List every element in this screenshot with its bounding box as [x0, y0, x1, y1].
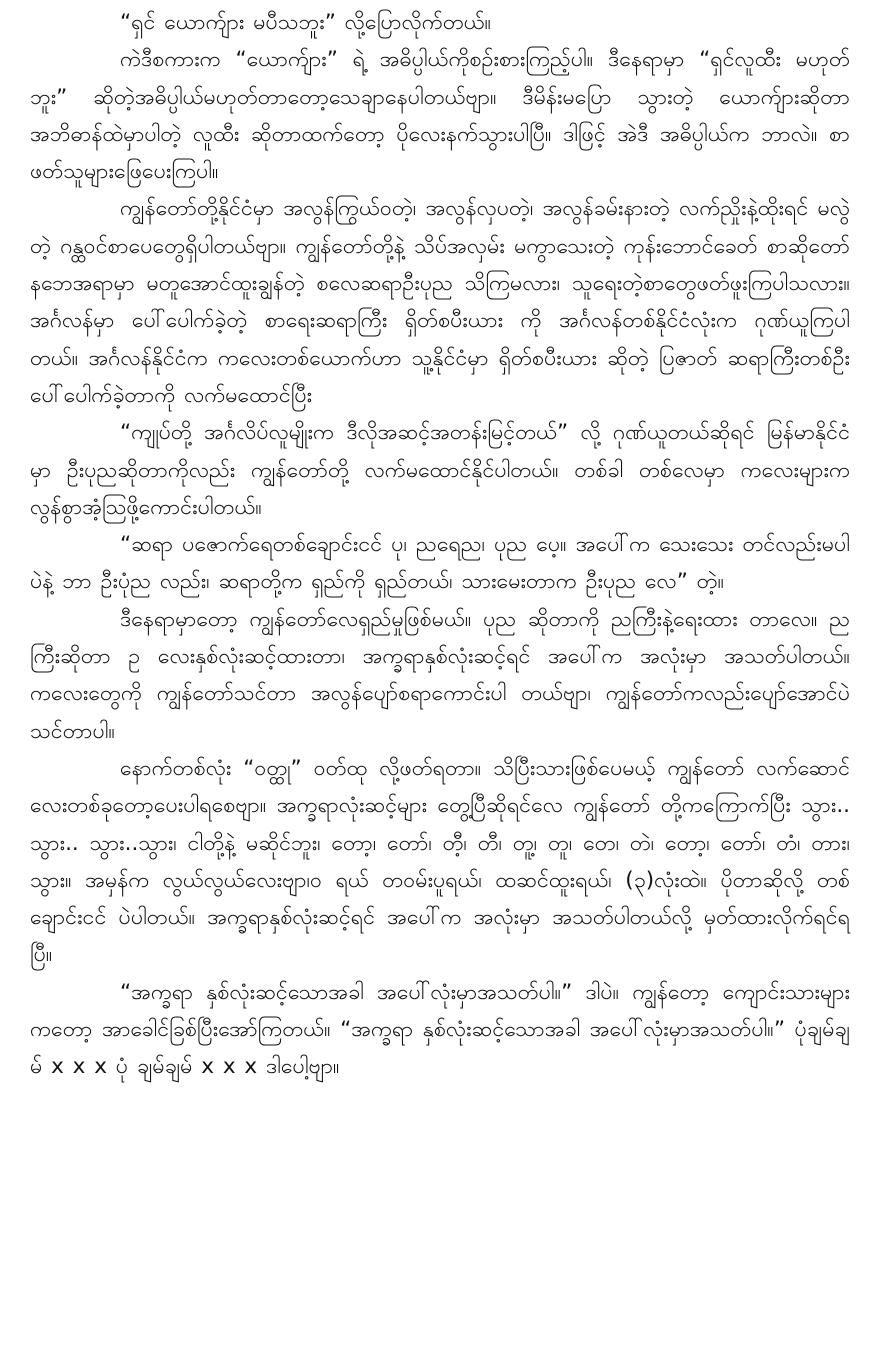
paragraph: ကဲဒီစကားက “ယောက်ျား” ရဲ့ အဓိပ္ပါယ်ကိုစဉ်းစားကြည့်ပါ။ ဒီနေရာမှာ “ရှင်လူထီး မဟုတ်ဘူး” ဆိုတဲ့အဓိပ္ပါယ်မဟုတ်တာတော့သေချာနေပါတယ်ဗျာ။ ဒီမိန်းမပြော သွားတဲ့ ယောက်ျားဆိုတာ အဘိဓာန်ထဲမှာပါတဲ့ လူထီး ဆိုတာထက်တော့ ပိုလေးနက်သွားပါပြီ။ ဒါဖြင့် အဲဒီ အဓိပ္ပါယ်က ဘာလဲ။ စာဖတ်သူများဖြေပေးကြပါ။ — [30, 47, 850, 185]
paragraph: ဒီနေရာမှာတော့ ကျွန်တော်လေရှည်မှုဖြစ်မယ်။ ပုည ဆိုတာကို ညကြီးနဲ့ရေးထား တာလေ။ ညကြီးဆိုတာ ဥ လေးနှစ်လုံးဆင့်ထားတာ၊ အက္ခရာနှစ်လုံးဆင့်ရင် အပေါ်က အလုံးမှာ အသတ်ပါတယ်။ ကလေးတွေကို ကျွန်တော်သင်တာ အလွန်ပျော်စရာကောင်းပါ တယ်ဗျာ၊ ကျွန်တော်ကလည်းပျော်အောင်ပဲသင်တာပါ။ — [30, 606, 850, 744]
paragraph: “အက္ခရာ နှစ်လုံးဆင့်သောအခါ အပေါ်လုံးမှာအသတ်ပါ။” ဒါပဲ။ ကျွန်တော့ ကျောင်းသားများကတော့ အာခေါင်ခြစ်ပြီးအော်ကြတယ်။ “အက္ခရာ နှစ်လုံးဆင့်သောအခါ အပေါ်လုံးမှာအသတ်ပါ။” ပုံချမ်ချမ် x x x ပုံ ချမ်ချမ် x x x ဒါပေါ့ဗျာ။ — [30, 979, 850, 1080]
paragraph: “ရှင် ယောက်ျား မပီသဘူး” လို့ပြောလိုက်တယ်။ — [120, 10, 492, 35]
paragraph: “ကျုပ်တို့ အင်္ဂလိပ်လူမျိုးက ဒီလိုအဆင့်အတန်းမြင့်တယ်” လို့ ဂုဏ်ယူတယ်ဆိုရင် မြန်မာနိုင်ငံမှာ ဦးပုညဆိုတာကိုလည်း ကျွန်တော်တို့ လက်မထောင်နိုင်ပါတယ်။ တစ်ခါ တစ်လေမှာ ကလေးများက လွန်စွာအံ့သြဖို့ကောင်းပါတယ်။ — [30, 420, 850, 520]
document-page — [30, 4, 850, 1360]
paragraph: “ဆရာ ပဇောက်ရေတစ်ချောင်းငင် ပု၊ ညရေည၊ ပုည ပေ့။ အပေါ်က သေးသေး တင်လည်းမပါပဲနဲ့ ဘာ ဦးပုံည လည်း၊ ဆရာတို့က ရှည်ကို ရှည်တယ်၊ သားမေးတာက ဦးပုည လေ” တဲ့။ — [30, 532, 850, 595]
paragraph: နောက်တစ်လုံး “ဝတ္ထု” ဝတ်ထု လို့ဖတ်ရတာ။ သိပြီးသားဖြစ်ပေမယ့် ကျွန်တော် လက်ဆောင်လေးတစ်ခုတော့ပေးပါရစေဗျာ။ အက္ခရာလုံးဆင့်များ တွေ့ပြီဆိုရင်လေ ကျွန်တော် တို့ကကြောက်ပြီး သွား.. သွား.. သွား..သွား၊ ငါတို့နဲ့ မဆိုင်ဘူး၊ တော့၊ တော်၊ တီ့၊ တီ၊ တူ့၊ တူ၊ တေ၊ တဲ၊ တော့၊ တော်၊ တံ၊ တား၊ သွား။ အမှန်က လွယ်လွယ်လေးဗျာ၊ဝ ရယ် တဝမ်းပူရယ်၊ ထဆင်ထူးရယ်၊ (၃)လုံးထဲ။ ပိုတာဆိုလို့ တစ်ချောင်းငင် ပဲပါတယ်။ အက္ခရာနှစ်လုံးဆင့်ရင် အပေါ်က အလုံးမှာ အသတ်ပါတယ်လို့ မှတ်ထားလိုက်ရင်ရပြီ။ — [30, 755, 850, 968]
paragraph: ကျွန်တော်တို့နိုင်ငံမှာ အလွန်ကြွယ်ဝတဲ့၊ အလွန်လှပတဲ့၊ အလွန်ခမ်းနားတဲ့ လက်ညှိုးနဲ့ထိုးရင် မလွဲတဲ့ ဂန္ထဝင်စာပေတွေရှိပါတယ်ဗျာ။ ကျွန်တော်တို့နဲ့ သိပ်အလှမ်း မကွာသေးတဲ့ ကုန်းဘောင်ခေတ် စာဆိုတော် နဘေအရာမှာ မတူအောင်ထူးချွန်တဲ့ စလေဆရာဦးပုည သိကြမလား၊ သူရေးတဲ့စာတွေဖတ်ဖူးကြပါသလား။ အင်္ဂလန်မှာ ပေါ်ပေါက်ခဲ့တဲ့ စာရေးဆရာကြီး ရှိတ်စပီးယား ကို အင်္ဂလန်တစ်နိုင်ငံလုံးက ဂုဏ်ယူကြပါ တယ်။ အင်္ဂလန်နိုင်ငံက ကလေးတစ်ယောက်ဟာ သူ့နိုင်ငံမှာ ရှိတ်စပီးယား ဆိုတဲ့ ပြဇာတ် ဆရာကြီးတစ်ဦးပေါ်ပေါက်ခဲ့တာကို လက်မထောင်ပြီး — [30, 196, 850, 408]
